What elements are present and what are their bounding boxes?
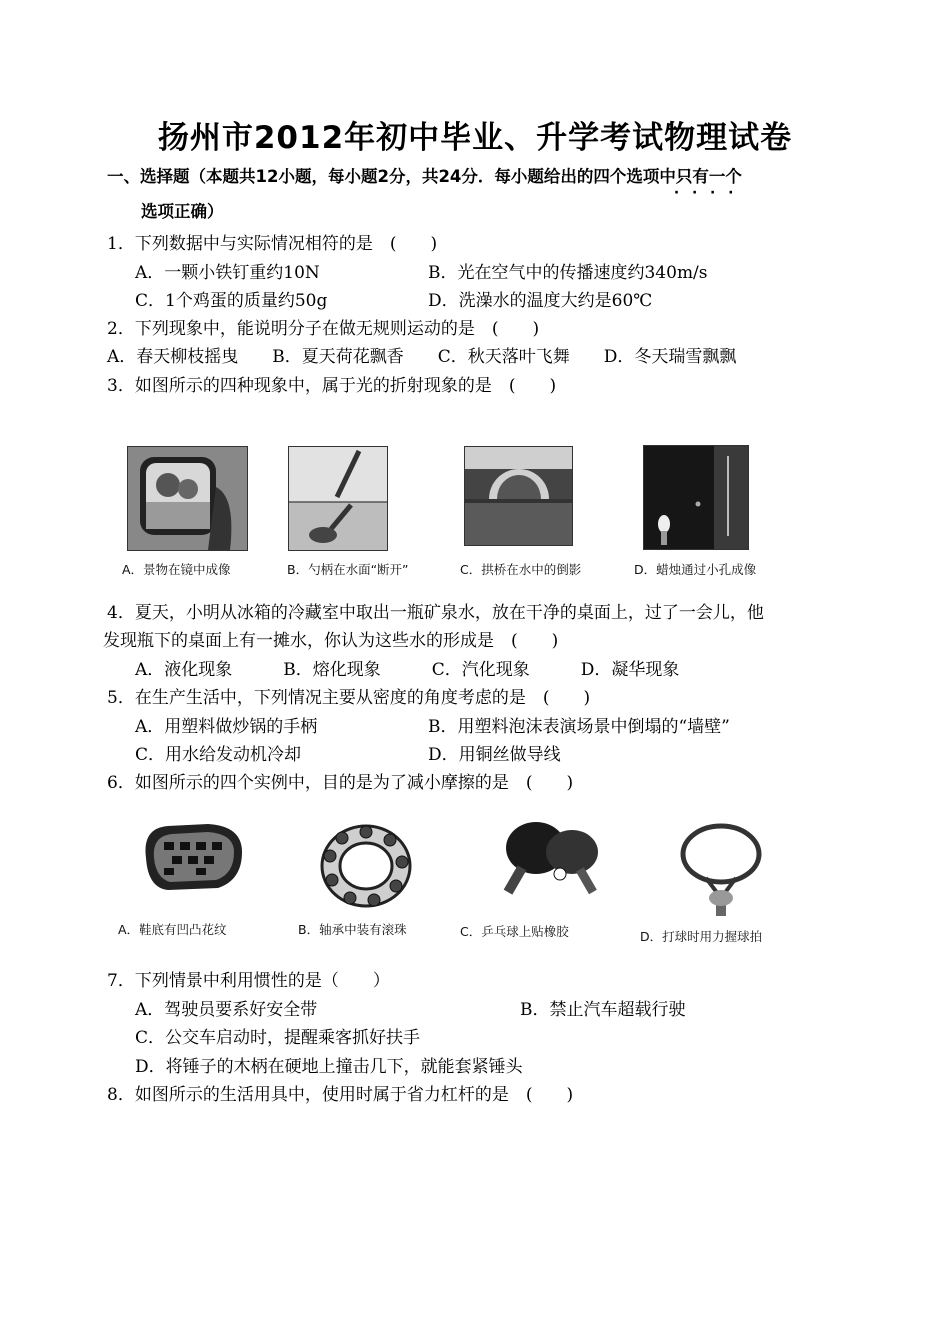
q6-figure-paddle	[490, 818, 610, 908]
q5-option-d: D．用铜丝做导线	[428, 745, 561, 765]
shoe-sole-image	[138, 818, 248, 898]
q4-stem-line2: 发现瓶下的桌面上有一摊水，你认为这些水的形成是 ( )	[103, 631, 559, 651]
q8-stem: 8．如图所示的生活用具中，使用时属于省力杠杆的是 ( )	[107, 1085, 574, 1105]
racket-grip-image	[676, 822, 766, 922]
q1-option-d: D．洗澡水的温度大约是60℃	[428, 291, 653, 311]
q4-stem-line1: 4．夏天，小明从冰箱的冷藏室中取出一瓶矿泉水，放在干净的桌面上，过了一会儿，他	[107, 603, 764, 623]
q3-caption-d: D．蜡烛通过小孔成像	[634, 562, 757, 577]
q6-caption-c: C．乒乓球上贴橡胶	[460, 924, 569, 939]
q3-stem: 3．如图所示的四种现象中，属于光的折射现象的是 ( )	[107, 376, 557, 396]
section-heading	[107, 163, 867, 187]
q7-option-d: D．将锤子的木柄在硬地上撞击几下，就能套紧锤头	[135, 1057, 523, 1077]
q3-figure-bridge	[464, 446, 573, 546]
q6-figure-shoe	[138, 818, 248, 898]
q3-caption-a: A．景物在镜中成像	[122, 562, 231, 577]
q1-option-b: B．光在空气中的传播速度约340m/s	[428, 263, 708, 283]
q1-stem: 1．下列数据中与实际情况相符的是 ( )	[107, 234, 438, 254]
pinhole-image	[644, 446, 748, 549]
section-heading-text: 一、选择题（本题共12小题，每小题2分，共24分．每小题给出的四个选项中	[107, 167, 676, 186]
q7-option-c: C．公交车启动时，提醒乘客抓好扶手	[135, 1028, 421, 1048]
exam-title: 扬州市2012年初中毕业、升学考试物理试卷	[157, 120, 793, 156]
q3-caption-b: B．勺柄在水面“断开”	[287, 562, 409, 577]
q5-stem: 5．在生产生活中，下列情况主要从密度的角度考虑的是 ( )	[107, 688, 591, 708]
q3-figure-pinhole	[643, 445, 749, 550]
section-heading-cont: 选项正确）	[141, 202, 224, 221]
ball-bearing-image	[318, 818, 414, 914]
q5-option-b: B．用塑料泡沫表演场景中倒塌的“墙壁”	[428, 717, 730, 737]
q3-figure-mirror	[127, 446, 248, 551]
q3-figure-spoon	[288, 446, 388, 551]
q7-stem: 7．下列情景中利用惯性的是（ ）	[107, 971, 390, 991]
q5-option-c: C．用水给发动机冷却	[135, 745, 302, 765]
mirror-image	[128, 447, 247, 550]
q3-caption-c: C．拱桥在水中的倒影	[460, 562, 582, 577]
q4-options: A．液化现象 B．熔化现象 C．汽化现象 D．凝华现象	[135, 660, 680, 680]
ping-pong-paddle-image	[490, 818, 610, 908]
bridge-image	[465, 447, 572, 545]
q1-option-a: A．一颗小铁钉重约10N	[135, 263, 320, 283]
q6-figure-bearing	[318, 818, 414, 914]
q5-option-a: A．用塑料做炒锅的手柄	[135, 717, 318, 737]
spoon-image	[289, 447, 387, 550]
q6-caption-a: A．鞋底有凹凸花纹	[118, 922, 227, 937]
q6-caption-b: B．轴承中装有滚珠	[298, 922, 407, 937]
section-heading-emphasis: 只有一个 · ·	[676, 167, 742, 186]
q2-options: A．春天柳枝摇曳 B．夏天荷花飘香 C．秋天落叶飞舞 D．冬天瑞雪飘飘	[107, 347, 737, 367]
q6-caption-d: D．打球时用力握球拍	[640, 929, 763, 944]
q6-figure-racket	[676, 822, 766, 922]
q7-option-a: A．驾驶员要系好安全带	[135, 1000, 318, 1020]
q7-option-b: B．禁止汽车超载行驶	[520, 1000, 686, 1020]
q6-stem: 6．如图所示的四个实例中，目的是为了减小摩擦的是 ( )	[107, 773, 574, 793]
q2-stem: 2．下列现象中，能说明分子在做无规则运动的是 ( )	[107, 319, 540, 339]
q1-option-c: C．1个鸡蛋的质量约50g	[135, 291, 328, 311]
